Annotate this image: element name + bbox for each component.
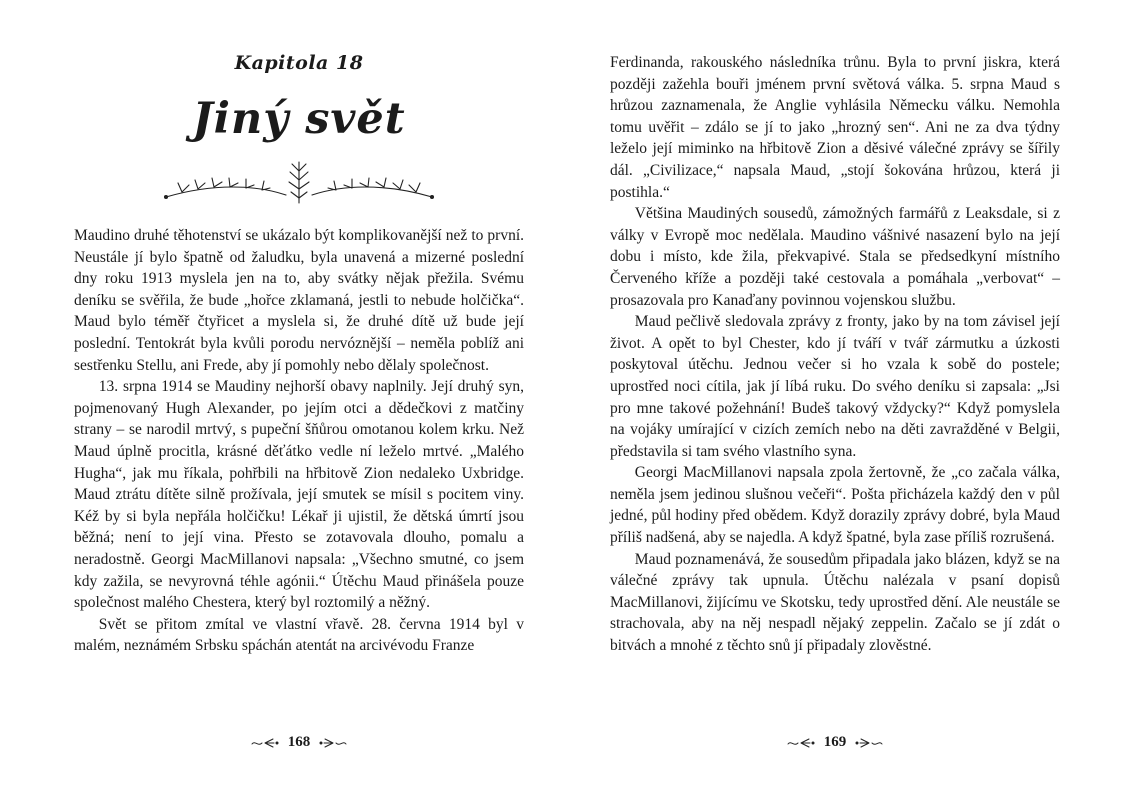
page-left: [74, 0, 524, 800]
leaf-flourish-icon: [787, 737, 817, 749]
botanical-sprig-ornament-icon: [74, 156, 524, 210]
leaf-flourish-icon: [251, 737, 281, 749]
paragraph: Ferdinanda, rakouského následníka trůnu. Byla to první jiskra, která později zažehla bouři jménem první světová válka. 5. srpna Maud s hrůzou zaznamenala, že Anglie vyhlásila Německu válku. Nemohla tomu uvěřit – zdálo se jí to jako „hrozný sen“. Ani ne za dva týdny leželo její miminko na hřbitově Zion a děsivé válečné zprávy se šířily dál. „Civilizace,“ napsala Maud, „stojí šokována hrůzou, která ji postihla.“: [610, 54, 1060, 201]
page-number-value: 169: [823, 734, 847, 750]
paragraph: Maud pečlivě sledovala zprávy z fronty, jako by na tom závisel její život. A opět to byl Chester, kdo jí tváří v tvář zármutku a úzkosti poskytoval útěchu. Jednou večer si ho vzala k sobě do postele; uprostřed noci cítila, jak jí líbá ruku. Do svého deníku si zapsala: „Jsi pro mne takové požehnání! Budeš takový vždycky?“ Když pomyslela na vojáky umírající v cizích zemích nebo na děti zavražděné v Belgii, představila si tam svého vlastního syna.: [610, 313, 1060, 460]
paragraph: Svět se přitom zmítal ve vlastní vřavě. 28. června 1914 byl v malém, neznámém Srbsku spáchán atentát na arcivévodu Franze: [74, 615, 524, 655]
body-text-right: [610, 52, 1060, 657]
paragraph: Georgi MacMillanovi napsala zpola žertovně, že „co začala válka, neměla jsem jedinou slušnou večeři“. Pošta přicházela každý den v půl jedné, půl hodiny před obědem. Když dorazily zprávy dobré, byla Maud příliš nadšená, aby se najedla. A když špatné, byla zase příliš rozrušená.: [610, 464, 1060, 547]
body-text-left: [74, 225, 524, 657]
chapter-title: Jiný svět: [192, 94, 406, 144]
page-right: [610, 0, 1060, 800]
chapter-label: Kapitola 18: [234, 52, 364, 74]
paragraph: Maud poznamenává, že sousedům připadala jako blázen, když se na válečné zprávy tak upnula. Útěchu nalézala v psaní dopisů MacMillanovi, žijícímu ve Skotsku, tedy uprostřed dění. Ale neustále se strachovala, aby na něj nespadl nějaký zeppelin. Začalo se jí zdát o bitvách a mnohé z těchto snů jí připadaly zlověstné.: [610, 550, 1060, 655]
paragraph: Maudino druhé těhotenství se ukázalo být komplikovanější než to první. Neustále jí bylo špatně od žaludku, byla unavená a mizerné poslední dny roku 1913 myslela jen na to, aby svátky nějak přežila. Svému deníku se svěřila, že bude „hořce zklamaná, jestli to nebude holčička“. Maud bylo téměř čtyřicet a myslela si, že druhé dítě už bude její poslední. Tentokrát byla kvůli porodu nervóznější – neměla poblíž ani sestřenku Stellu, ani Frede, aby jí pomohly nebo dělaly společnost.: [74, 227, 524, 374]
leaf-flourish-icon: [853, 737, 883, 749]
leaf-flourish-icon: [317, 737, 347, 749]
page-number-right: [610, 734, 1060, 751]
page-number-value: 168: [287, 734, 311, 750]
page-number-left: [74, 734, 524, 751]
paragraph: Většina Maudiných sousedů, zámožných farmářů z Leaksdale, si z války v Evropě moc nedělala. Maudino vášnivé nasazení bylo na její dobu i místo, kde žila, překvapivé. Stala se předsedkyní místního Červeného kříže a později také cestovala a pomáhala „verbovat“ – prosazovala pro Kanaďany povinnou vojenskou službu.: [610, 205, 1060, 309]
paragraph: 13. srpna 1914 se Maudiny nejhorší obavy naplnily. Její druhý syn, pojmenovaný Hugh Alexander, po jejím otci a dědečkovi z matčiny strany – se narodil mrtvý, s pupeční šňůrou omotanou kolem krku. Než Maud úplně procitla, krásné děťátko vedle ní leželo mrtvé. „Malého Hugha“, jak mu říkala, pohřbili na hřbitově Zion nedaleko Uxbridge. Maud ztrátu dítěte silně prožívala, její smutek se mísil s pocitem viny. Kéž by si byla nepřála holčičku! Lékař ji ujistil, že dětská úmrtí jsou běžná; není to její vina. Přesto se zotavovala dlouho, pomalu a neradostně. Georgi MacMillanovi napsala: „Všechno smutné, co jsem kdy zažila, se nevyrovná téhle agónii.“ Útěchu Maud přinášela pouze společnost malého Chestera, který byl roztomilý a něžný.: [74, 378, 524, 612]
